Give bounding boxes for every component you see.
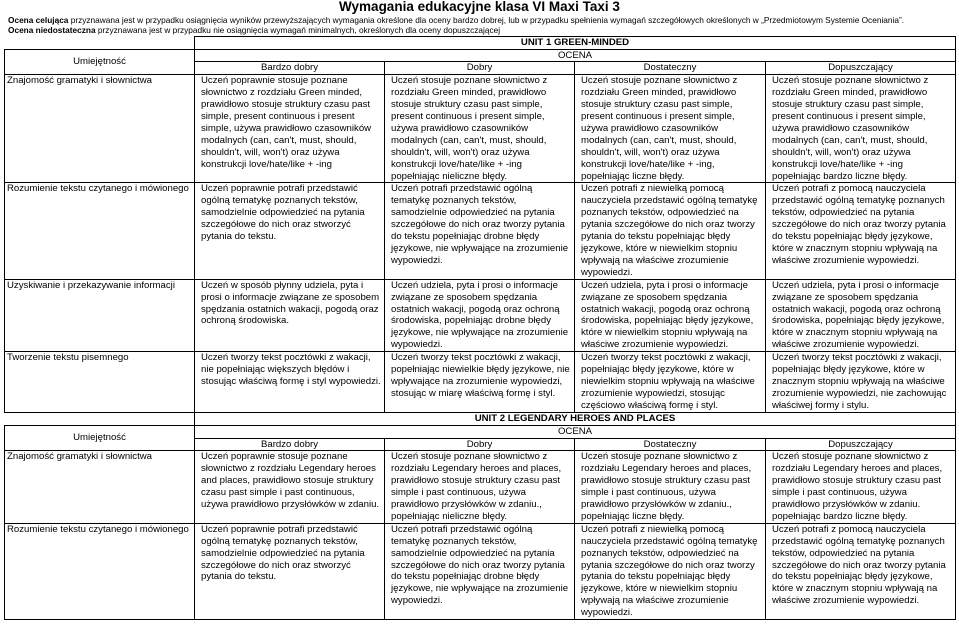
unit-title: UNIT 2 LEGENDARY HEROES AND PLACES	[195, 412, 956, 425]
table-row	[5, 183, 956, 279]
page-title: Wymagania edukacyjne klasa VI Maxi Taxi 3	[339, 0, 620, 14]
skill-name: Znajomość gramatyki i słownictwa	[5, 451, 195, 523]
unit-title: UNIT 1 GREEN-MINDED	[195, 36, 956, 49]
table-row	[5, 523, 956, 619]
grade-label: Dopuszczający	[766, 438, 956, 451]
requirement-cell: Uczeń poprawnie potrafi przedstawić ogólną tematykę poznanych tekstów, samodzielnie odpowiedzieć na pytania szczegółowe do nich oraz stworzyć pytania do tekstu.	[195, 523, 385, 619]
requirement-cell: Uczeń stosuje poznane słownictwo z rozdziału Green minded, prawidłowo stosuje struktury czasu past simple, present continuous i present simple, używa prawidłowo czasowników modalnych (can, can't, must, should, shouldn't, will, won't) oraz używa konstrukcji love/hate/like + -ing, popełniając liczne błędy.	[575, 75, 766, 183]
requirement-cell: Uczeń potrafi przedstawić ogólną tematykę poznanych tekstów, samodzielnie odpowiedzieć na pytania szczegółowe do nich oraz tworzy pytania do tekstu popełniając drobne błędy językowe, nie wpływające na zrozumienie wypowiedzi.	[385, 523, 575, 619]
skill-name: Tworzenie tekstu pisemnego	[5, 352, 195, 413]
requirement-cell: Uczeń potrafi z pomocą nauczyciela przedstawić ogólną tematykę poznanych tekstów, odpowiedzieć na pytania szczegółowe do nich oraz tworzy pytania do tekstu popełniając błędy językowe, które w znacznym stopniu wpływają na właściwe zrozumienie wypowiedzi.	[766, 523, 956, 619]
grade-label: Dostateczny	[575, 62, 766, 75]
requirements-table	[4, 36, 956, 621]
requirement-cell: Uczeń udziela, pyta i prosi o informacje związane ze sposobem spędzania ostatnich wakacji, pogodą oraz ochroną środowiska, popełniając drobne błędy językowe, nie wpływające na zrozumienie wypowiedzi.	[385, 279, 575, 351]
grade-label: Dostateczny	[575, 438, 766, 451]
grade-label: Dopuszczający	[766, 62, 956, 75]
grade-label: Dobry	[385, 438, 575, 451]
grade-header: OCENA	[195, 49, 956, 62]
requirement-cell: Uczeń stosuje poznane słownictwo z rozdziału Green minded, prawidłowo stosuje struktury czasu past simple, present continuous i present simple, używa prawidłowo czasowników modalnych (can, can't, must, should, shouldn't, will, won't) oraz używa konstrukcji love/hate/like + -ing popełniając bardzo liczne błędy.	[766, 75, 956, 183]
skill-header: Umiejętność	[5, 49, 195, 75]
intro-text: przyznawana jest w przypadku osiągnięcia wyników przewyższających wymagania określone dla oceny bardzo dobrej, lub w przypadku spełnienia wymagań szczegółowych określonych w „Przedmiotowym Systemie Oceniania”.	[70, 15, 905, 25]
requirement-cell: Uczeń poprawnie stosuje poznane słownictwo z rozdziału Green minded, prawidłowo stosuje struktury czasu past simple, present continuous i present simple, używa prawidłowo czasowników modalnych (can, can't, must, should, shouldn't, will, won't) oraz używa konstrukcji love/hate/like + -ing	[195, 75, 385, 183]
grade-label: Bardzo dobry	[195, 438, 385, 451]
intro-text: przyznawana jest w przypadku nie osiągnięcia wymagań minimalnych, określonych dla oceny dopuszczającej	[97, 25, 501, 36]
requirement-cell: Uczeń stosuje poznane słownictwo z rozdziału Legendary heroes and places, prawidłowo stosuje struktury czasu past simple i past continuous, używa prawidłowo przysłówków w zdaniu. popełniając bardzo liczne błędy.	[766, 451, 956, 523]
skill-header: Umiejętność	[5, 425, 195, 451]
requirement-cell: Uczeń poprawnie potrafi przedstawić ogólną tematykę poznanych tekstów, samodzielnie odpowiedzieć na pytania szczegółowe do nich oraz stworzyć pytania do tekstu.	[195, 183, 385, 279]
grade-label: Bardzo dobry	[195, 62, 385, 75]
requirement-cell: Uczeń potrafi z niewielką pomocą nauczyciela przedstawić ogólną tematykę poznanych tekstów, odpowiedzieć na pytania szczegółowe do nich oraz tworzy pytania do tekstu popełniając błędy językowe, które w niewielkim stopniu wpływają na właściwe zrozumienie wypowiedzi.	[575, 183, 766, 279]
skill-name: Znajomość gramatyki i słownictwa	[5, 75, 195, 183]
table-row	[5, 352, 956, 413]
requirement-cell: Uczeń tworzy tekst pocztówki z wakacji, nie popełniając większych błędów i stosując właściwą formę i styl wypowiedzi.	[195, 352, 385, 413]
requirement-cell: Uczeń potrafi z niewielką pomocą nauczyciela przedstawić ogólną tematykę poznanych tekstów, odpowiedzieć na pytania szczegółowe do nich oraz tworzy pytania do tekstu popełniając błędy językowe, które w niewielkim stopniu wpływają na właściwe zrozumienie wypowiedzi.	[575, 523, 766, 619]
unit1-section	[5, 36, 956, 412]
requirement-cell: Uczeń stosuje poznane słownictwo z rozdziału Green minded, prawidłowo stosuje struktury czasu past simple, present continuous i present simple, używa prawidłowo czasowników modalnych (can, can't, must, should, shouldn't, will, won't) oraz używa konstrukcji love/hate/like + -ing popełniając nieliczne błędy.	[385, 75, 575, 183]
requirement-cell: Uczeń tworzy tekst pocztówki z wakacji, popełniając błędy językowe, które w znacznym stopniu wpływają na właściwe zrozumienie wypowiedzi, nie zachowując właściwej formy i stylu.	[766, 352, 956, 413]
requirement-cell: Uczeń udziela, pyta i prosi o informacje związane ze sposobem spędzania ostatnich wakacji, pogodą oraz ochroną środowiska, popełniając błędy językowe, które w znacznym stopniu wpływają na właściwe zrozumienie wypowiedzi.	[766, 279, 956, 351]
intro-label: Ocena celująca	[8, 15, 69, 25]
requirement-cell: Uczeń udziela, pyta i prosi o informacje związane ze sposobem spędzania ostatnich wakacji, pogodą oraz ochroną środowiska, popełniając błędy językowe, które w niewielkim stopniu wpływają na właściwe zrozumienie wypowiedzi.	[575, 279, 766, 351]
grade-label: Dobry	[385, 62, 575, 75]
grade-header: OCENA	[195, 425, 956, 438]
requirement-cell: Uczeń potrafi przedstawić ogólną tematykę poznanych tekstów, samodzielnie odpowiedzieć na pytania szczegółowe do nich oraz tworzy pytania do tekstu popełniając drobne błędy językowe, nie wpływające na zrozumienie wypowiedzi.	[385, 183, 575, 279]
intro-niedostateczna	[0, 25, 959, 35]
requirement-cell: Uczeń potrafi z pomocą nauczyciela przedstawić ogólną tematykę poznanych tekstów, odpowiedzieć na pytania szczegółowe do nich oraz tworzy pytania do tekstu popełniając błędy językowe, które w znacznym stopniu wpływają na właściwe zrozumienie wypowiedzi.	[766, 183, 956, 279]
intro-celujaca	[0, 15, 959, 25]
requirement-cell: Uczeń w sposób płynny udziela, pyta i prosi o informacje związane ze sposobem spędzania ostatnich wakacji, pogodą oraz ochroną środowiska.	[195, 279, 385, 351]
requirement-cell: Uczeń tworzy tekst pocztówki z wakacji, popełniając niewielkie błędy językowe, nie wpływające na zrozumienie wypowiedzi, stosując w miarę właściwą formę i styl.	[385, 352, 575, 413]
requirement-cell: Uczeń tworzy tekst pocztówki z wakacji, popełniając błędy językowe, które w niewielkim stopniu wpływają na właściwe zrozumienie wypowiedzi, stosując częściowo właściwą formę i styl.	[575, 352, 766, 413]
table-row	[5, 279, 956, 351]
intro-label: Ocena niedostateczna	[8, 25, 96, 36]
skill-name: Uzyskiwanie i przekazywanie informacji	[5, 279, 195, 351]
unit2-section	[5, 412, 956, 619]
requirement-cell: Uczeń stosuje poznane słownictwo z rozdziału Legendary heroes and places, prawidłowo stosuje struktury czasu past simple i past continuous, używa prawidłowo przysłówków w zdaniu., popełniając nieliczne błędy.	[385, 451, 575, 523]
requirement-cell: Uczeń poprawnie stosuje poznane słownictwo z rozdziału Legendary heroes and places, prawidłowo stosuje struktury czasu past simple i past continuous, używa prawidłowo przysłówków w zdaniu.	[195, 451, 385, 523]
skill-name: Rozumienie tekstu czytanego i mówionego	[5, 183, 195, 279]
requirement-cell: Uczeń stosuje poznane słownictwo z rozdziału Legendary heroes and places, prawidłowo stosuje struktury czasu past simple i past continuous, używa prawidłowo przysłówków w zdaniu., popełniając liczne błędy.	[575, 451, 766, 523]
table-row	[5, 451, 956, 523]
table-row	[5, 75, 956, 183]
skill-name: Rozumienie tekstu czytanego i mówionego	[5, 523, 195, 619]
